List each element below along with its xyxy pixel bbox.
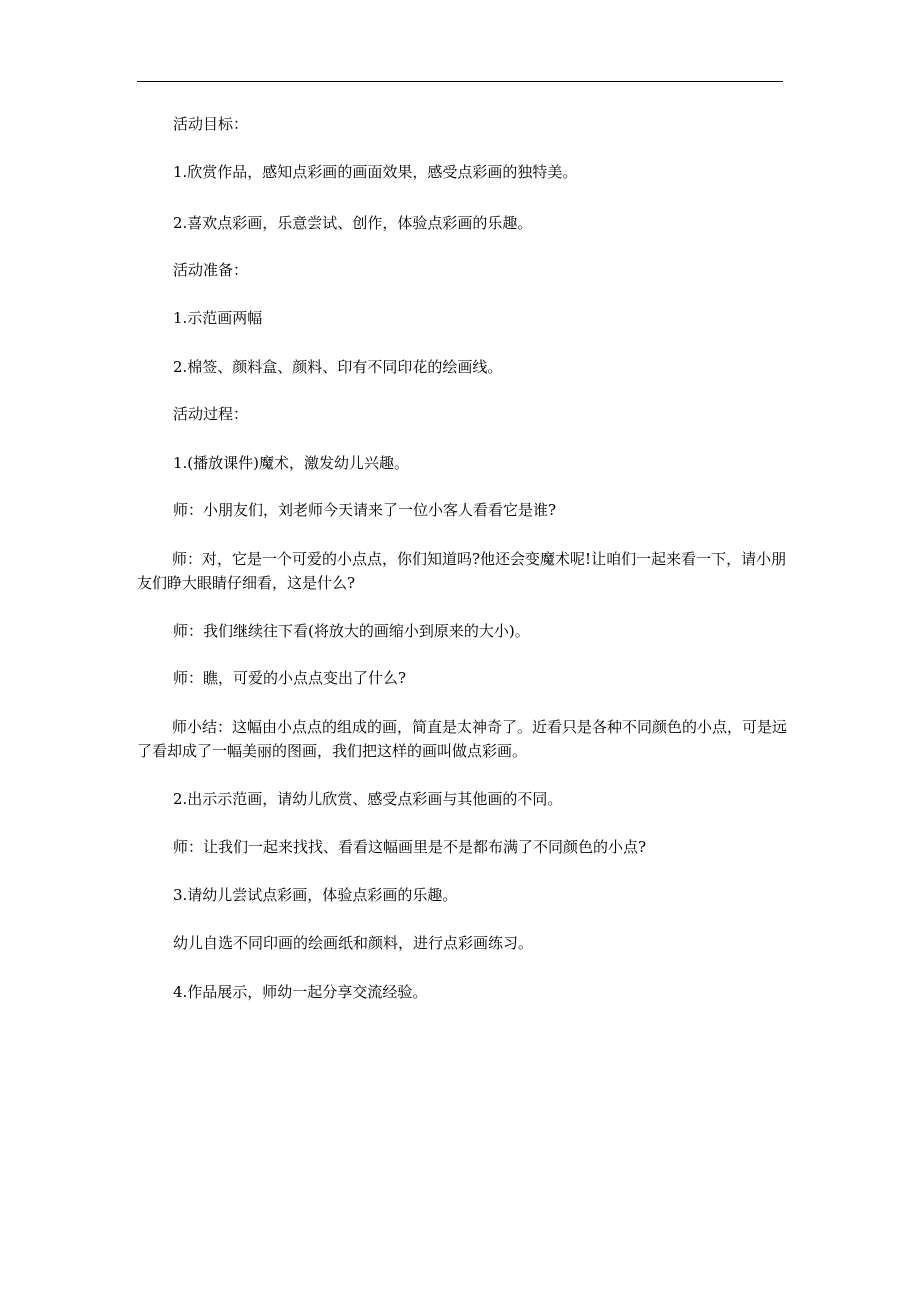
teacher-line-3: 师：我们继续往下看(将放大的画缩小到原来的大小)。 [173, 622, 530, 640]
preparation-1: 1.示范画两幅 [173, 309, 263, 327]
teacher-line-4: 师：瞧，可爱的小点点变出了什么? [173, 669, 407, 687]
header-rule [137, 81, 783, 82]
teacher-line-5: 师：让我们一起来找找、看看这幅画里是不是都布满了不同颜色的小点? [173, 838, 647, 856]
heading-objectives: 活动目标： [173, 115, 249, 133]
objective-2: 2.喜欢点彩画，乐意尝试、创作，体验点彩画的乐趣。 [173, 214, 533, 232]
children-practice: 幼儿自选不同印画的绘画纸和颜料，进行点彩画练习。 [173, 934, 534, 952]
process-step-1: 1.(播放课件)魔术，激发幼儿兴趣。 [173, 454, 410, 472]
process-step-2: 2.出示示范画，请幼儿欣赏、感受点彩画与其他画的不同。 [173, 790, 563, 808]
heading-process: 活动过程： [173, 405, 249, 423]
process-step-4: 4.作品展示，师幼一起分享交流经验。 [173, 983, 428, 1001]
teacher-line-2: 师：对，它是一个可爱的小点点，你们知道吗?他还会变魔术呢!让咱们一起来看一下，请小朋友们睁大眼睛仔细看，这是什么? [137, 550, 787, 592]
teacher-line-1: 师：小朋友们，刘老师今天请来了一位小客人看看它是谁? [173, 501, 557, 519]
preparation-2: 2.棉签、颜料盒、颜料、印有不同印花的绘画线。 [173, 358, 503, 376]
process-step-3: 3.请幼儿尝试点彩画，体验点彩画的乐趣。 [173, 886, 458, 904]
heading-preparation: 活动准备： [173, 261, 249, 279]
objective-1: 1.欣赏作品，感知点彩画的画面效果，感受点彩画的独特美。 [173, 163, 578, 181]
teacher-summary: 师小结：这幅由小点点的组成的画，简直是太神奇了。近看只是各种不同颜色的小点，可是远了看却成了一幅美丽的图画，我们把这样的画叫做点彩画。 [137, 718, 788, 760]
